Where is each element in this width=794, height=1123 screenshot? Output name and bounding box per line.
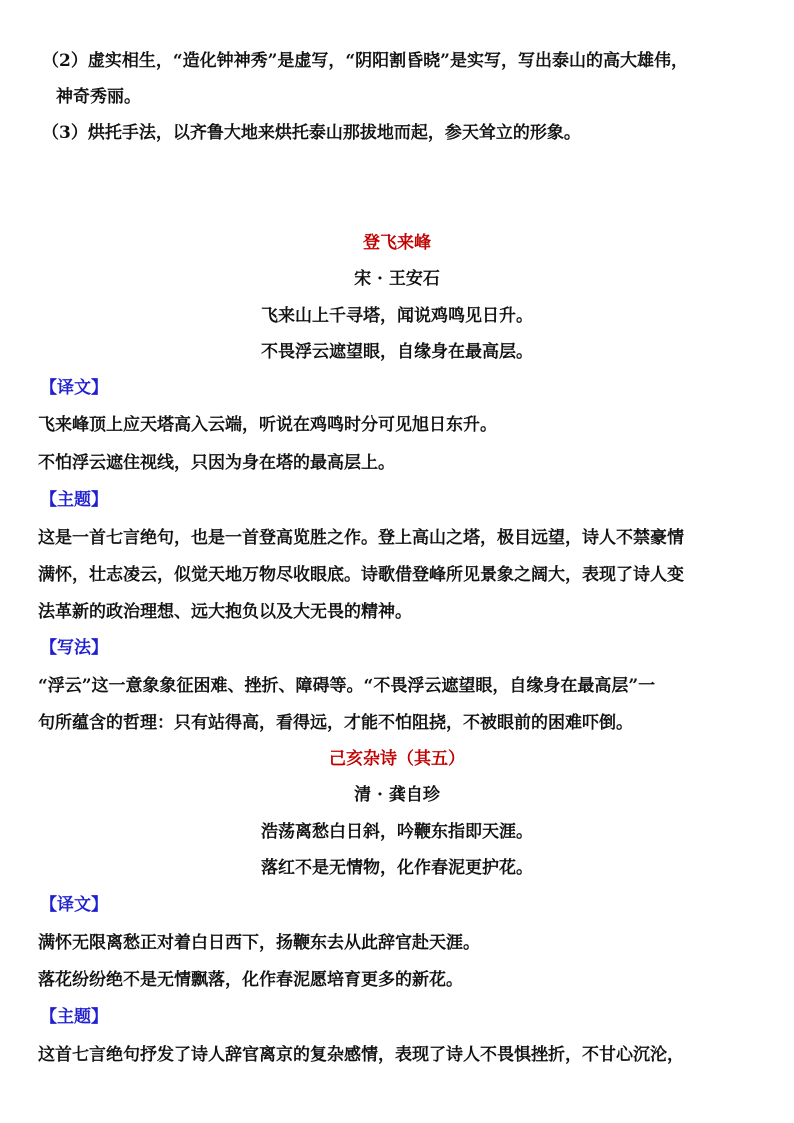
- poem1-technique-line-1: “浮云”这一意象象征困难、挫折、障碍等。“不畏浮云遮望眼，自缘身在最高层”一: [38, 676, 656, 696]
- poem2-author: 清 · 龚自珍: [354, 785, 440, 805]
- poem1-theme-heading: 【主题】: [40, 490, 108, 510]
- poem1-theme-line-3: 法革新的政治理想、远大抱负以及大无畏的精神。: [38, 602, 412, 622]
- poem1-theme-line-1: 这是一首七言绝句，也是一首登高览胜之作。登上高山之塔，极目远望，诗人不禁豪情: [38, 528, 684, 548]
- poem1-author: 宋 · 王安石: [354, 269, 440, 289]
- intro-item-3: （3）烘托手法，以齐鲁大地来烘托泰山那拔地而起，参天耸立的形象。: [42, 123, 581, 143]
- poem1-technique-heading: 【写法】: [40, 638, 108, 658]
- intro-item-2-line-2: 神奇秀丽。: [56, 87, 141, 107]
- poem2-verse-line-1: 浩荡离愁白日斜，吟鞭东指即天涯。: [261, 822, 533, 842]
- poem2-theme-heading: 【主题】: [40, 1007, 108, 1027]
- poem1-translation-heading: 【译文】: [40, 378, 108, 398]
- poem1-theme-line-2: 满怀，壮志凌云，似觉天地万物尽收眼底。诗歌借登峰所见景象之阔大，表现了诗人变: [38, 565, 684, 585]
- poem2-translation-line-1: 满怀无限离愁正对着白日西下，扬鞭东去从此辞官赴天涯。: [38, 933, 480, 953]
- poem2-translation-heading: 【译文】: [40, 895, 108, 915]
- poem1-technique-line-2: 句所蕴含的哲理：只有站得高，看得远，才能不怕阻挠，不被眼前的困难吓倒。: [38, 713, 633, 733]
- poem1-translation-line-1: 飞来峰顶上应天塔高入云端，听说在鸡鸣时分可见旭日东升。: [38, 415, 497, 435]
- poem2-title: 己亥杂诗（其五）: [329, 749, 465, 769]
- poem1-verse-line-2: 不畏浮云遮望眼，自缘身在最高层。: [261, 342, 533, 362]
- poem1-title: 登飞来峰: [363, 233, 431, 253]
- poem1-translation-line-2: 不怕浮云遮住视线，只因为身在塔的最高层上。: [38, 453, 395, 473]
- poem1-verse-line-1: 飞来山上千寻塔，闻说鸡鸣见日升。: [261, 306, 533, 326]
- poem2-theme-line-1: 这首七言绝句抒发了诗人辞官离京的复杂感情，表现了诗人不畏惧挫折，不甘心沉沦，: [38, 1045, 684, 1065]
- intro-item-2-line-1: （2）虚实相生，“造化钟神秀”是虚写，“阴阳割昏晓”是实写，写出泰山的高大雄伟，: [42, 51, 688, 71]
- poem2-verse-line-2: 落红不是无情物，化作春泥更护花。: [261, 858, 533, 878]
- poem2-translation-line-2: 落花纷纷绝不是无情飘落，化作春泥愿培育更多的新花。: [38, 970, 463, 990]
